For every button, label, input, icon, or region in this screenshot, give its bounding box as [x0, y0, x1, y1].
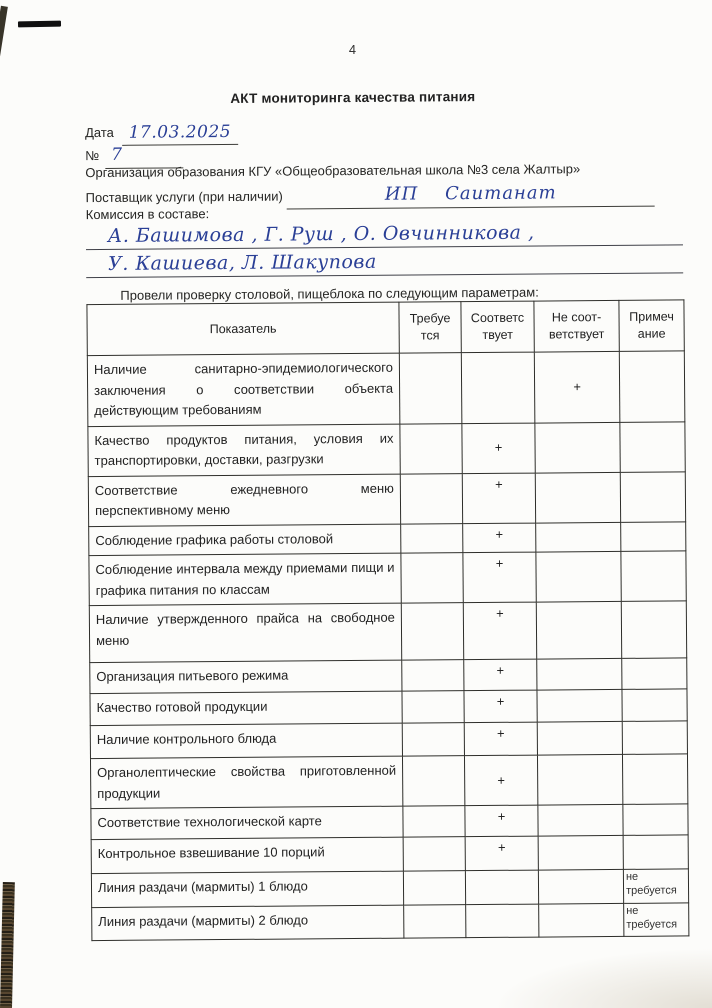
table-row — [91, 869, 688, 908]
page-number: 4 — [348, 41, 357, 58]
requires-cell — [399, 353, 462, 424]
form-header-block — [85, 115, 683, 306]
requires-cell — [402, 723, 464, 756]
indicator-cell: Наличие контрольного блюда — [90, 723, 402, 758]
note-cell — [621, 551, 686, 602]
not-conforms-cell: + — [534, 351, 620, 422]
table-row — [89, 601, 686, 663]
table-row — [88, 422, 685, 477]
checklist-table — [86, 299, 689, 941]
column-header: Соответс твует — [461, 301, 534, 353]
not-conforms-cell — [538, 836, 623, 871]
conforms-cell: + — [465, 836, 538, 871]
table-row — [91, 804, 688, 840]
table-row — [90, 721, 687, 759]
not-conforms-cell — [538, 805, 623, 837]
conforms-cell: + — [465, 805, 538, 837]
date-value-handwritten: 17.03.2025 — [128, 121, 232, 143]
checklist-header-row — [87, 300, 684, 356]
note-cell — [621, 522, 686, 552]
conforms-cell: + — [464, 659, 537, 691]
not-conforms-cell — [536, 602, 621, 660]
supplier-underline — [287, 180, 655, 210]
not-conforms-cell — [537, 690, 622, 723]
not-conforms-cell — [536, 552, 621, 603]
organization-line: Организация образования КГУ «Общеобразовательная школа №3 села Жалтыр» — [85, 161, 581, 181]
indicator-cell: Наличие санитарно-эпидемиологического заключения о соответствии объекта действующим требованиям — [87, 353, 400, 426]
column-header: Не соот- ветствует — [534, 300, 619, 352]
table-row — [89, 551, 686, 606]
indicator-cell: Линия раздачи (мармиты) 1 блюдо — [91, 872, 403, 908]
indicator-cell: Организация питьевого режима — [90, 660, 402, 693]
requires-cell — [403, 806, 465, 837]
requires-cell — [402, 691, 464, 723]
commission-signature-line-1 — [86, 219, 683, 250]
requires-cell — [402, 660, 464, 691]
requires-cell — [400, 473, 462, 524]
requires-cell — [402, 756, 464, 807]
indicator-cell: Органолептические свойства приготовленной продукции — [90, 756, 402, 809]
note-cell — [620, 422, 685, 473]
date-label: Дата — [85, 124, 114, 141]
not-conforms-cell — [535, 422, 620, 473]
conforms-cell: + — [463, 602, 536, 660]
table-row — [89, 522, 686, 556]
conforms-cell: + — [463, 552, 536, 603]
intro-paragraph: Провели проверку столовой, пищеблока по следующим параметрам: — [120, 284, 539, 303]
supplier-value-handwritten: ИП Саитанат — [384, 182, 557, 205]
commission-names-1-handwritten: А. Башимова , Г. Руш , О. Овчинникова , — [107, 221, 535, 247]
note-cell — [622, 754, 687, 805]
number-label: № — [85, 148, 100, 164]
table-row — [88, 472, 685, 527]
note-cell — [622, 658, 687, 690]
note-cell — [619, 351, 685, 422]
not-conforms-cell — [536, 522, 621, 552]
note-cell — [623, 804, 688, 836]
requires-cell — [400, 423, 462, 474]
requires-cell — [403, 871, 465, 905]
table-row — [87, 351, 685, 426]
commission-label: Комиссия в составе: — [85, 206, 210, 223]
indicator-cell: Наличие утвержденного прайса на свободное меню — [89, 603, 401, 662]
note-cell — [620, 472, 685, 523]
conforms-cell — [466, 904, 539, 938]
commission-signature-line-2 — [86, 247, 683, 278]
requires-cell — [404, 905, 466, 938]
requires-cell — [401, 603, 463, 660]
checklist-table-body — [87, 351, 689, 941]
not-conforms-cell — [539, 904, 624, 938]
not-conforms-cell — [537, 755, 622, 806]
table-row — [90, 689, 687, 726]
conforms-cell: + — [464, 722, 537, 756]
note-cell — [622, 689, 687, 722]
indicator-cell: Соблюдение графика работы столовой — [89, 524, 401, 556]
supplier-label: Поставщик услуги (при наличии) — [85, 188, 283, 206]
table-row — [90, 658, 687, 694]
indicator-cell: Качество продуктов питания, условия их транспортировки, доставки, разгрузки — [88, 424, 400, 477]
conforms-cell: + — [463, 523, 536, 553]
requires-cell — [403, 837, 465, 871]
conforms-cell: + — [464, 755, 537, 806]
not-conforms-cell — [537, 659, 622, 691]
note-cell — [621, 601, 686, 659]
table-row — [92, 903, 689, 941]
conforms-cell: + — [462, 423, 535, 474]
conforms-cell — [465, 870, 538, 905]
column-header: Показатель — [87, 302, 399, 355]
not-conforms-cell — [538, 870, 623, 905]
note-cell — [622, 721, 687, 755]
indicator-cell: Соответствие технологической карте — [91, 807, 403, 840]
indicator-cell: Соблюдение интервала между приемами пищи и графика питания по классам — [89, 553, 401, 606]
conforms-cell: + — [464, 690, 537, 723]
note-cell — [623, 835, 688, 870]
conforms-cell — [461, 352, 535, 423]
indicator-cell: Соответствие ежедневного меню перспективному меню — [88, 474, 400, 527]
number-value-handwritten: 7 — [111, 144, 123, 165]
requires-cell — [401, 553, 463, 604]
note-cell: не требуется — [623, 869, 688, 904]
conforms-cell: + — [462, 473, 535, 524]
requires-cell — [401, 523, 463, 553]
column-header: Требуе тся — [399, 302, 461, 353]
not-conforms-cell — [537, 722, 622, 756]
date-underline — [122, 119, 238, 146]
not-conforms-cell — [535, 472, 620, 523]
table-row — [91, 835, 688, 874]
note-cell: не требуется — [624, 903, 689, 937]
table-row — [90, 754, 687, 809]
commission-names-2-handwritten: У. Кашиева, Л. Шакупова — [108, 250, 377, 275]
indicator-cell: Линия раздачи (мармиты) 2 блюдо — [92, 906, 404, 941]
indicator-cell: Контрольное взвешивание 10 порций — [91, 838, 403, 874]
column-header: Примеч ание — [619, 300, 684, 352]
indicator-cell: Качество готовой продукции — [90, 691, 402, 725]
supplier-line — [85, 179, 682, 206]
document-title: АКТ мониторинга качества питания — [230, 89, 476, 106]
